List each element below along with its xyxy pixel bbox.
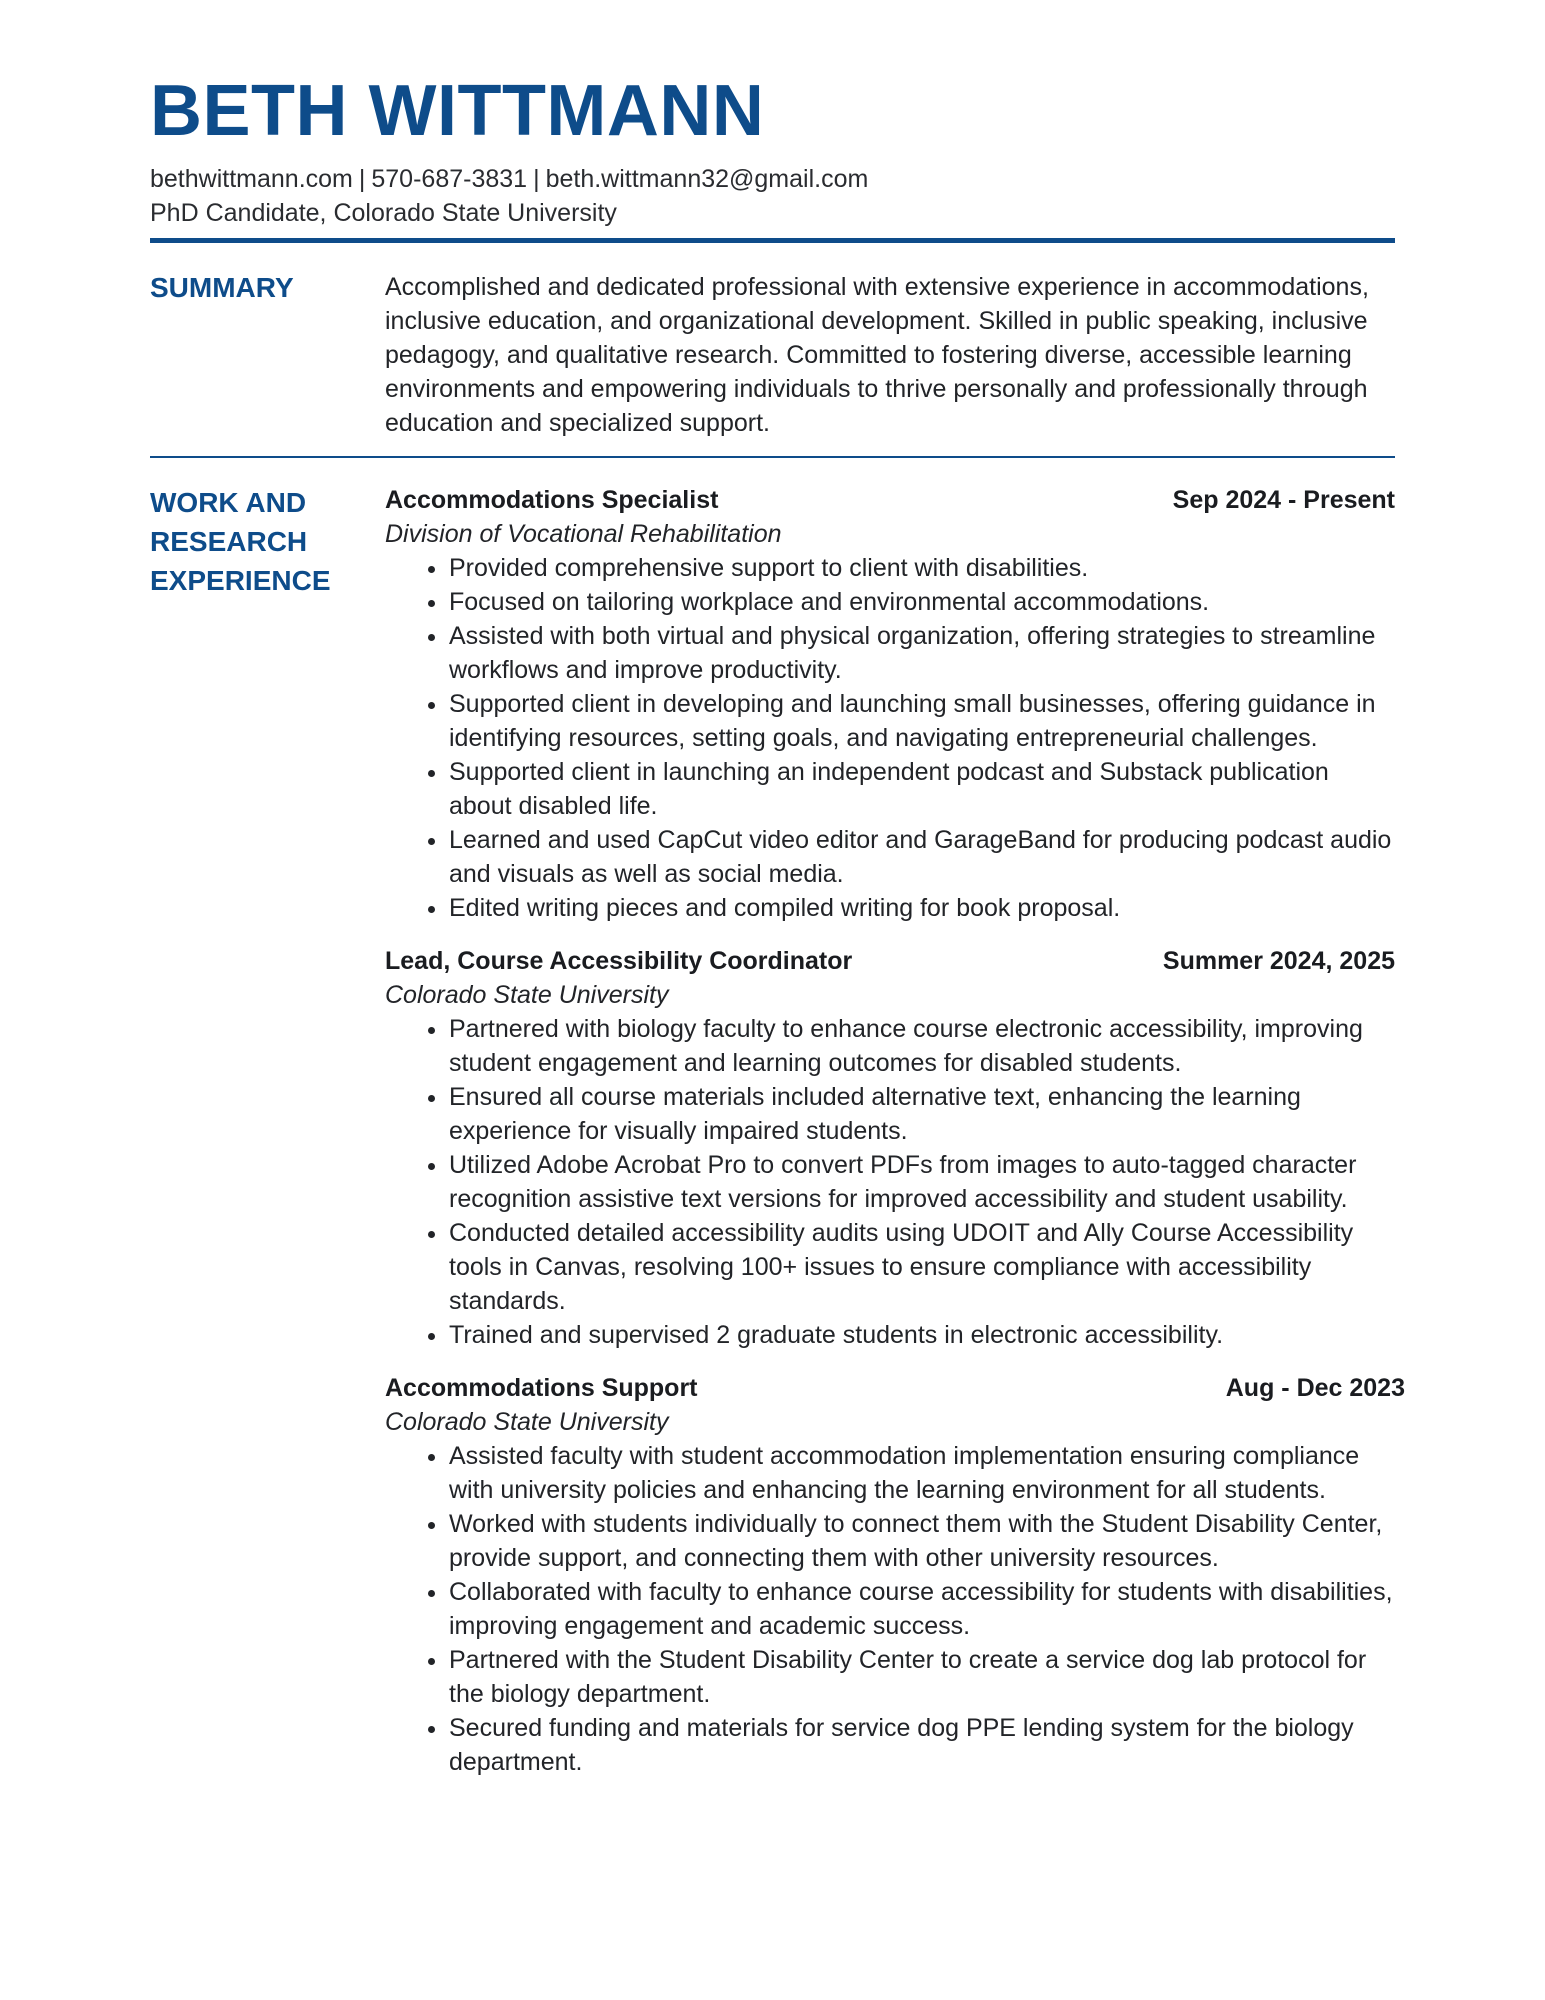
section-divider: [150, 456, 1395, 458]
experience-heading-line: EXPERIENCE: [150, 565, 331, 596]
experience-heading: [150, 483, 331, 600]
job-bullets: [385, 1012, 1395, 1352]
bullet-item: • Trained and supervised 2 graduate students in electronic accessibility.: [449, 1318, 1395, 1352]
bullet-item: • Learned and used CapCut video editor and GarageBand for producing podcast audio and visuals as well as social media.: [449, 823, 1395, 891]
bullet-item: • Utilized Adobe Acrobat Pro to convert PDFs from images to auto-tagged character recognition assistive text versions for improved accessibility and student usability.: [449, 1148, 1395, 1216]
job-entry: [385, 483, 1395, 925]
job-header: [385, 944, 1395, 978]
bullet-item: • Conducted detailed accessibility audits using UDOIT and Ally Course Accessibility tools in Canvas, resolving 100+ issues to ensure compliance with accessibility standards.: [449, 1216, 1395, 1318]
job-title: Accommodations Specialist: [385, 486, 719, 514]
email-link[interactable]: beth.wittmann32@gmail.com: [545, 165, 869, 193]
job-entry: [385, 944, 1395, 1352]
contact-block: [150, 162, 868, 230]
bullet-item: • Partnered with biology faculty to enhance course electronic accessibility, improving student engagement and learning outcomes for disabled students.: [449, 1012, 1395, 1080]
bullet-item: • Supported client in launching an independent podcast and Substack publication about disabled life.: [449, 755, 1395, 823]
contact-line: [150, 162, 868, 196]
job-organization: Colorado State University: [385, 981, 669, 1009]
job-dates: Aug - Dec 2023: [1225, 1374, 1405, 1402]
job-bullets: [385, 1439, 1395, 1779]
bullet-item: • Provided comprehensive support to client with disabilities.: [449, 551, 1395, 585]
experience-list: [385, 483, 1405, 1798]
experience-heading-line: RESEARCH: [150, 526, 308, 557]
phone-number: 570-687-3831: [371, 165, 528, 193]
separator: |: [358, 165, 366, 193]
subtitle: PhD Candidate, Colorado State University: [150, 199, 617, 227]
job-title: Lead, Course Accessibility Coordinator: [385, 947, 853, 975]
job-dates: Sep 2024 - Present: [1172, 486, 1395, 514]
job-dates: Summer 2024, 2025: [1162, 947, 1395, 975]
job-organization: Colorado State University: [385, 1408, 669, 1436]
job-header: [385, 483, 1395, 517]
job-header: [385, 1371, 1405, 1405]
bullet-item: • Assisted with both virtual and physical organization, offering strategies to streamline workflows and improve productivity.: [449, 619, 1395, 687]
bullet-item: • Focused on tailoring workplace and environmental accommodations.: [449, 585, 1395, 619]
job-organization: Division of Vocational Rehabilitation: [385, 520, 782, 548]
bullet-item: • Collaborated with faculty to enhance course accessibility for students with disabilities, improving engagement and academic success.: [449, 1575, 1395, 1643]
summary-heading: SUMMARY: [150, 272, 294, 303]
bullet-item: • Ensured all course materials included alternative text, enhancing the learning experience for visually impaired students.: [449, 1080, 1395, 1148]
header-divider: [150, 238, 1395, 243]
job-entry: [385, 1371, 1405, 1779]
separator: |: [533, 165, 540, 193]
job-bullets: [385, 551, 1395, 925]
bullet-item: • Assisted faculty with student accommodation implementation ensuring compliance with university policies and enhancing the learning environment for all students.: [449, 1439, 1395, 1507]
bullet-item: • Worked with students individually to connect them with the Student Disability Center, provide support, and connecting them with other university resources.: [449, 1507, 1395, 1575]
bullet-item: • Edited writing pieces and compiled writing for book proposal.: [449, 891, 1395, 925]
bullet-item: • Partnered with the Student Disability Center to create a service dog lab protocol for the biology department.: [449, 1643, 1395, 1711]
website-link[interactable]: bethwittmann.com: [150, 165, 353, 193]
job-title: Accommodations Support: [385, 1374, 698, 1402]
bullet-item: • Supported client in developing and launching small businesses, offering guidance in identifying resources, setting goals, and navigating entrepreneurial challenges.: [449, 687, 1395, 755]
candidate-name: BETH WITTMANN: [150, 71, 765, 151]
summary-text: Accomplished and dedicated professional with extensive experience in accommodations, inclusive education, and organizational development. Skilled in public speaking, inclusive pedagogy, and qualitative research. Committed to fostering diverse, accessible learning environments and empowering individuals to thrive personally and professionally through education and specialized support.: [385, 273, 1369, 437]
experience-heading-line: WORK AND: [150, 487, 307, 518]
bullet-item: • Secured funding and materials for service dog PPE lending system for the biology department.: [449, 1711, 1395, 1779]
